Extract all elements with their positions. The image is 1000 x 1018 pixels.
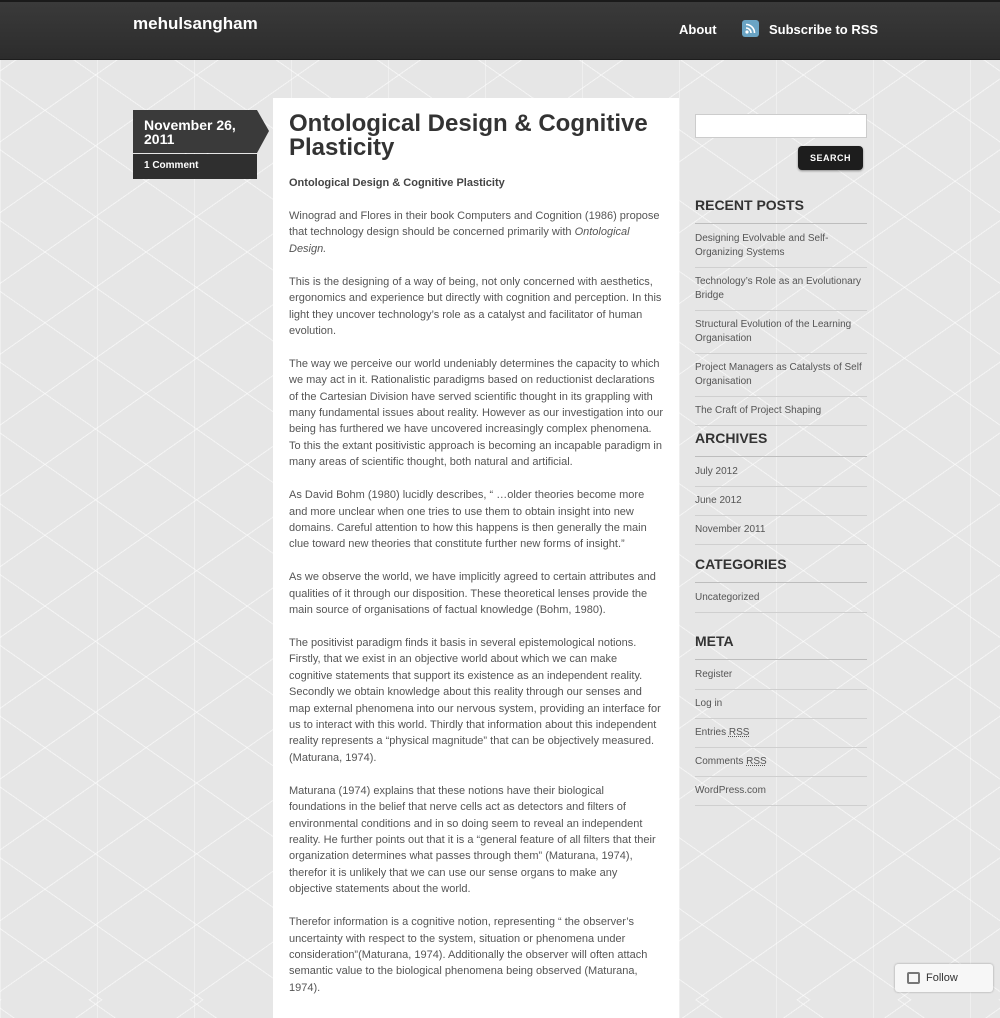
categories-list bbox=[695, 584, 867, 613]
post-date-badge bbox=[133, 110, 257, 153]
nav-about-link[interactable]: About bbox=[679, 22, 717, 37]
follow-icon bbox=[907, 972, 920, 984]
comments-link[interactable]: 1 Comment bbox=[144, 160, 199, 171]
recent-posts-heading: RECENT POSTS bbox=[695, 197, 867, 224]
recent-post-link[interactable]: Technology’s Role as an Evolutionary Bridge bbox=[695, 268, 867, 311]
paragraph: As David Bohm (1980) lucidly describes, “ …older theories become more and more unclear when one tries to use them to obtain insight into new domains. Careful attention to how this happens is then generally the main clue toward new theories that constitute further new forms of insight.” bbox=[289, 489, 647, 551]
post-article bbox=[273, 98, 679, 1018]
post-body bbox=[289, 208, 663, 1013]
paragraph: The positivist paradigm finds it basis in several epistemological notions. Firstly, that we exist in an objective world about which we can make cognitive statements that support its existence as an independent reality. Secondly we obtain knowledge about this reality through our senses and map external phenomena into our nervous system, providing an interface for us to interact with this world. Thirdly that information about this independent reality represents a “physical magnitude” that can be objectively measured. (Maturana, 1974). bbox=[289, 637, 661, 764]
meta-list bbox=[695, 661, 867, 806]
post-title[interactable]: Ontological Design & Cognitive Plasticity bbox=[289, 110, 648, 161]
search-input[interactable] bbox=[695, 114, 867, 138]
archive-link[interactable]: July 2012 bbox=[695, 458, 867, 487]
categories-heading: CATEGORIES bbox=[695, 556, 867, 583]
post-subtitle: Ontological Design & Cognitive Plasticity bbox=[289, 177, 505, 189]
rss-abbr: RSS bbox=[728, 727, 750, 738]
comments-label: Comments bbox=[695, 756, 744, 767]
category-link[interactable]: Uncategorized bbox=[695, 584, 867, 613]
emphasis-text: Ontological Design. bbox=[289, 226, 630, 255]
recent-post-link[interactable]: The Craft of Project Shaping bbox=[695, 397, 867, 426]
site-title[interactable]: mehulsangham bbox=[133, 14, 258, 33]
paragraph-text: Winograd and Flores in their book Computers and Cognition (1986) propose that technology design should be concerned primarily with bbox=[289, 210, 660, 239]
paragraph: The way we perceive our world undeniably determines the capacity to which we may act in it. Rationalistic paradigms based on reductionist declarations of the Cartesian Division have served scientific thought in its grappling with many fundamental issues about reality. However as our investigation into our being has furthered we have uncovered increasingly complex phenomena. To this the extant positivistic approach is becoming an incapable paradigm in many areas of scientific thought, both natural and artificial. bbox=[289, 357, 663, 469]
recent-posts-list bbox=[695, 225, 867, 426]
meta-comments-rss-link[interactable] bbox=[695, 748, 867, 777]
meta-register-link[interactable]: Register bbox=[695, 661, 867, 690]
entries-label: Entries bbox=[695, 727, 727, 738]
search-button[interactable]: SEARCH bbox=[798, 146, 863, 170]
nav-subscribe-rss-link[interactable]: Subscribe to RSS bbox=[769, 22, 879, 37]
recent-post-link[interactable]: Designing Evolvable and Self-Organizing Systems bbox=[695, 225, 867, 268]
site-header bbox=[0, 0, 1000, 60]
rss-feed-icon[interactable] bbox=[742, 20, 759, 37]
meta-entries-rss-link[interactable] bbox=[695, 719, 867, 748]
meta-wordpress-link[interactable]: WordPress.com bbox=[695, 777, 867, 806]
follow-label: Follow bbox=[926, 972, 958, 984]
meta-heading: META bbox=[695, 633, 867, 660]
recent-post-link[interactable]: Structural Evolution of the Learning Organisation bbox=[695, 311, 867, 354]
paragraph: As we observe the world, we have implicitly agreed to certain attributes and qualities of it through our disposition. These theoretical lenses provide the main source of organisations of factual knowledge (Bohm, 1980). bbox=[289, 571, 656, 617]
recent-post-link[interactable]: Project Managers as Catalysts of Self Organisation bbox=[695, 354, 867, 397]
comment-count-badge bbox=[133, 154, 257, 179]
paragraph: Maturana (1974) explains that these notions have their biological foundations in the belief that nerve cells act as detectors and filters of environmental conditions and in so doing seem to reveal an independent reality. He further points out that it is a “general feature of all filters that their organization determines what passes through them” (Maturana, 1974), therefor it is unlikely that we can use our sense organs to make any objective statements about the world. bbox=[289, 784, 656, 896]
archives-list bbox=[695, 458, 867, 545]
paragraph bbox=[289, 208, 663, 257]
rss-abbr: RSS bbox=[746, 756, 767, 767]
meta-login-link[interactable]: Log in bbox=[695, 690, 867, 719]
paragraph: This is the designing of a way of being, not only concerned with aesthetics, ergonomics and experience but directly with cognition and perception. In this light they uncover technology’s role as a catalyst and facilitator of human evolution. bbox=[289, 275, 662, 337]
follow-button[interactable] bbox=[895, 964, 993, 992]
archive-link[interactable]: June 2012 bbox=[695, 487, 867, 516]
archives-heading: ARCHIVES bbox=[695, 430, 867, 457]
post-date: November 26, 2011 bbox=[144, 117, 236, 147]
paragraph: Therefor information is a cognitive notion, representing “ the observer’s uncertainty with respect to the system, situation or phenomena under consideration”(Maturana, 1974). Additionally the observer will often attach semantic value to the biological phenomena being observed (Maturana, 1974). bbox=[289, 916, 648, 994]
archive-link[interactable]: November 2011 bbox=[695, 516, 867, 545]
